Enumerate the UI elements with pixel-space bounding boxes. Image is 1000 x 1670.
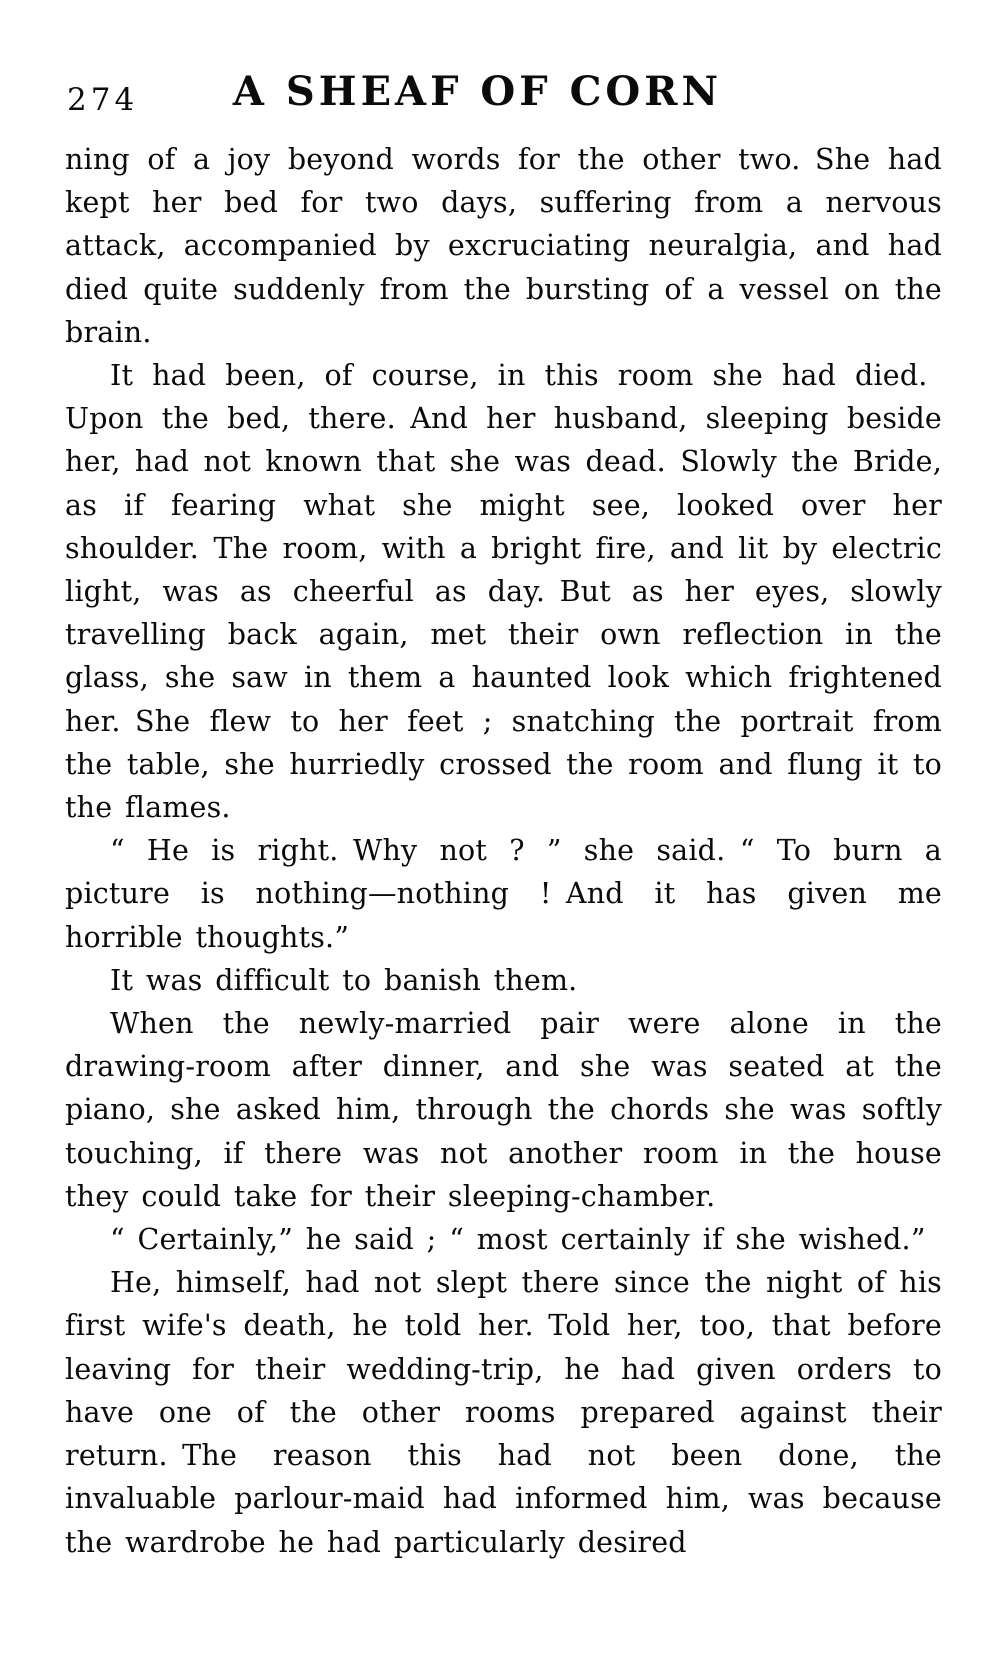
paragraph: It had been, of course, in this room she had died. Upon the bed, there. And her husband, sleeping beside her, had not known that she was dead. Slowly the Bride, as if fearing what she might see, looked over her shoulder. The room, with a bright fire, and lit by electric light, was as cheerful as day. But as her eyes, slowly travelling back again, met their own reflection in the glass, she saw in them a haunted look which frightened her. She flew to her feet ; snatching the portrait from the table, she hurriedly crossed the room and flung it to the flames. <box>65 359 942 825</box>
page-title: A SHEAF OF CORN <box>232 68 723 115</box>
paragraph: It was difficult to banish them. <box>110 963 578 997</box>
paragraph: “ He is right. Why not ? ” she said. “ To burn a picture is nothing—nothing ! And it has given me horrible thoughts.” <box>65 834 942 954</box>
page-number: 274 <box>67 82 139 118</box>
page-body <box>65 138 942 1564</box>
paragraph: “ Certainly,” he said ; “ most certainly if she wished.” <box>110 1223 926 1257</box>
paragraph: When the newly-married pair were alone in the drawing-room after dinner, and she was seated at the piano, she asked him, through the chords she was softly touching, if there was not another room in the house they could take for their sleeping-chamber. <box>65 1007 942 1213</box>
paragraph: He, himself, had not slept there since the night of his first wife's death, he told her. Told her, too, that before leaving for their wedding-trip, he had given orders to have one of the other rooms prepared against their return. The reason this had not been done, the invaluable parlour-maid had informed him, was because the wardrobe he had particularly desired <box>65 1266 942 1559</box>
page-header <box>65 68 940 122</box>
paragraph: ning of a joy beyond words for the other two. She had kept her bed for two days, suffering from a nervous attack, accompanied by excruciating neuralgia, and had died quite suddenly from the bursting of a vessel on the brain. <box>65 143 942 349</box>
